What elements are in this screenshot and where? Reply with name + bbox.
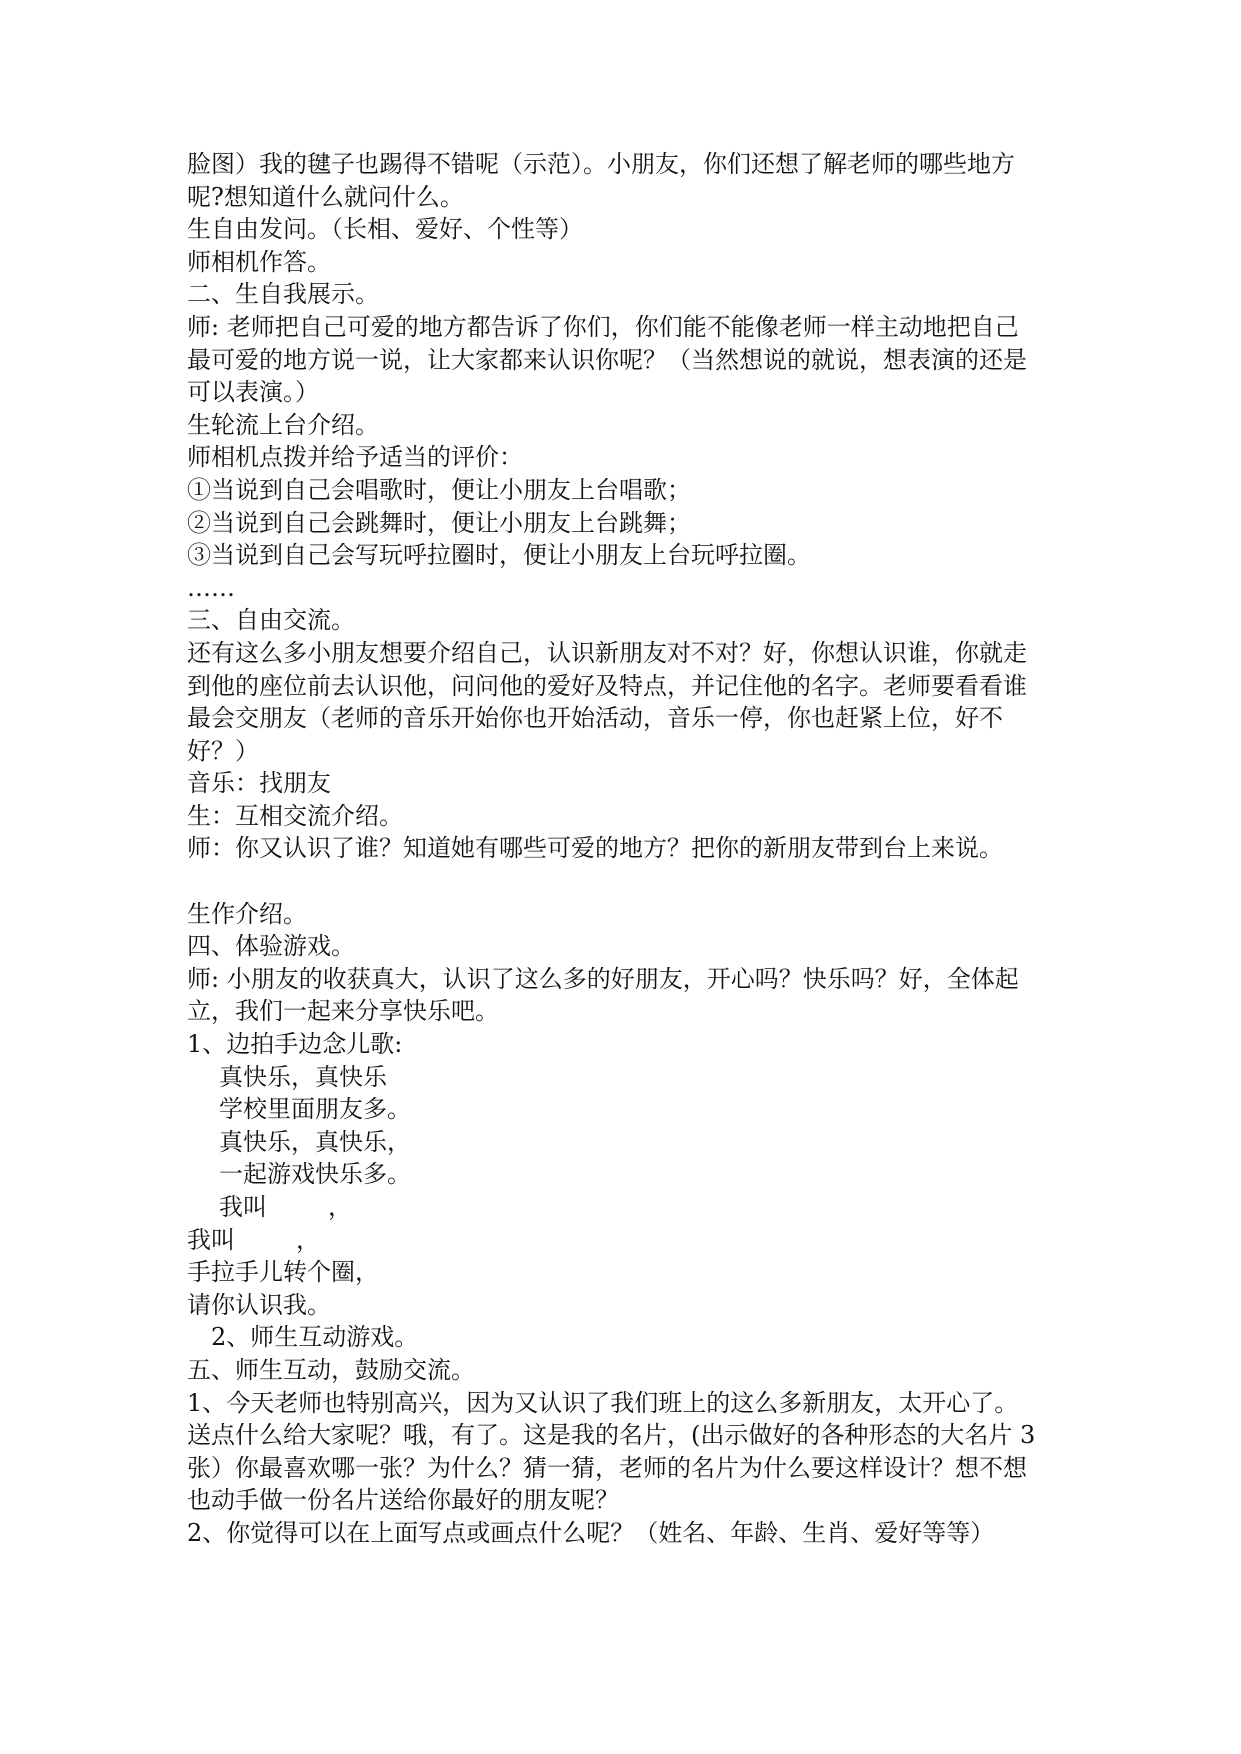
section-heading: 四、体验游戏。 xyxy=(187,932,355,961)
section-heading: 三、自由交流。 xyxy=(187,606,355,635)
text-line: 送点什么给大家呢？哦，有了。这是我的名片，(出示做好的各种形态的大名片 3 xyxy=(187,1421,1036,1450)
text-line: 生自由发问。（长相、爱好、个性等） xyxy=(187,215,583,244)
text-line: 音乐：找朋友 xyxy=(187,769,331,798)
ellipsis-line: …… xyxy=(187,573,235,602)
text-line: 2、你觉得可以在上面写点或画点什么呢？（姓名、年龄、生肖、爱好等等） xyxy=(187,1518,995,1547)
text-line: 可以表演。） xyxy=(187,378,319,407)
text-line: 师: 老师把自己可爱的地方都告诉了你们，你们能不能像老师一样主动地把自己 xyxy=(187,312,1019,341)
text-line: 生轮流上台介绍。 xyxy=(187,410,379,439)
text-line: 师：你又认识了谁？知道她有哪些可爱的地方？把你的新朋友带到台上来说。 xyxy=(187,834,1003,863)
text-line: 生作介绍。 xyxy=(187,899,307,928)
text-line: 呢?想知道什么就问什么。 xyxy=(187,182,464,211)
text-line: 最会交朋友（老师的音乐开始你也开始活动，音乐一停，你也赶紧上位，好不 xyxy=(187,704,1003,733)
text-line: 1、今天老师也特别高兴，因为又认识了我们班上的这么多新朋友，太开心了。 xyxy=(187,1388,1019,1417)
rhyme-line: 学校里面朋友多。 xyxy=(219,1095,411,1124)
rhyme-line: 我叫 ， xyxy=(219,1193,353,1221)
rhyme-line: 一起游戏快乐多。 xyxy=(219,1160,411,1189)
text-line: 也动手做一份名片送给你最好的朋友呢？ xyxy=(187,1486,619,1515)
rhyme-line: 真快乐，真快乐， xyxy=(219,1127,411,1156)
text-line: 立，我们一起来分享快乐吧。 xyxy=(187,997,499,1026)
text-line: 师: 小朋友的收获真大，认识了这么多的好朋友，开心吗？快乐吗？好，全体起 xyxy=(187,964,1019,993)
rhyme-line: 真快乐，真快乐 xyxy=(219,1062,387,1091)
text-line: 生：互相交流介绍。 xyxy=(187,801,403,830)
text-line: 到他的座位前去认识他，问问他的爱好及特点，并记住他的名字。老师要看看谁 xyxy=(187,671,1027,700)
list-item: ①当说到自己会唱歌时，便让小朋友上台唱歌； xyxy=(187,475,691,504)
text-line: 好？） xyxy=(187,736,259,765)
rhyme-line: 手拉手儿转个圈， xyxy=(187,1258,379,1287)
text-line: 脸图）我的毽子也踢得不错呢（示范）。小朋友，你们还想了解老师的哪些地方 xyxy=(187,150,1015,178)
section-heading: 二、生自我展示。 xyxy=(187,280,379,309)
rhyme-line: 我叫 ， xyxy=(187,1225,321,1254)
text-line: 张）你最喜欢哪一张？为什么？猜一猜，老师的名片为什么要这样设计？想不想 xyxy=(187,1453,1027,1482)
document-body xyxy=(187,148,1067,1550)
rhyme-line: 请你认识我。 xyxy=(187,1290,331,1319)
text-line: 师相机点拨并给予适当的评价： xyxy=(187,443,523,472)
text-line: 最可爱的地方说一说，让大家都来认识你呢？（当然想说的就说，想表演的还是 xyxy=(187,345,1027,374)
blank-line xyxy=(187,865,1067,898)
list-item: ③当说到自己会写玩呼拉圈时，便让小朋友上台玩呼拉圈。 xyxy=(187,541,811,570)
text-line: 师相机作答。 xyxy=(187,247,331,276)
text-line: 2、师生互动游戏。 xyxy=(211,1323,419,1352)
text-line: 1、边拍手边念儿歌: xyxy=(187,1030,403,1059)
text-line: 还有这么多小朋友想要介绍自己，认识新朋友对不对？好，你想认识谁，你就走 xyxy=(187,638,1027,667)
list-item: ②当说到自己会跳舞时，便让小朋友上台跳舞； xyxy=(187,508,691,537)
section-heading: 五、师生互动，鼓励交流。 xyxy=(187,1355,475,1384)
